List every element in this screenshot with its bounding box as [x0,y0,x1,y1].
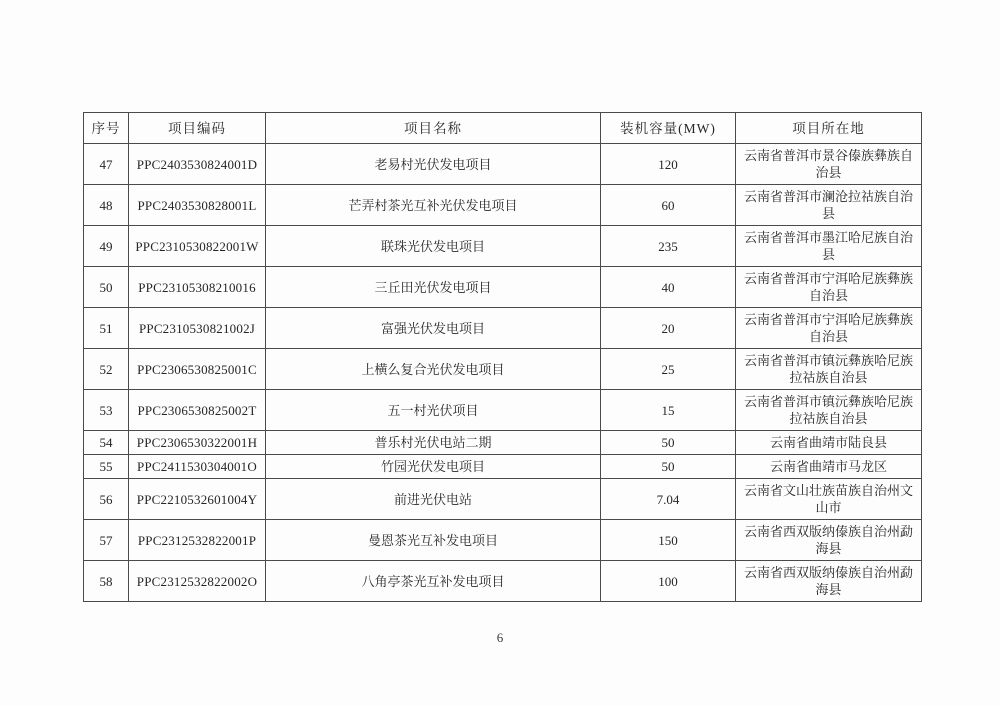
cell-capacity: 100 [601,561,736,602]
cell-index: 57 [84,520,129,561]
cell-name: 上横么复合光伏发电项目 [266,349,601,390]
cell-capacity: 15 [601,390,736,431]
cell-code: PPC2306530322001H [129,431,266,455]
cell-capacity: 60 [601,185,736,226]
cell-location: 云南省普洱市景谷傣族彝族自治县 [736,144,922,185]
header-row [84,113,922,144]
cell-location: 云南省曲靖市陆良县 [736,431,922,455]
header-code: 项目编码 [129,113,266,144]
cell-name: 富强光伏发电项目 [266,308,601,349]
cell-code: PPC23105308210016 [129,267,266,308]
table-body [84,144,922,602]
cell-name: 前进光伏电站 [266,479,601,520]
cell-location: 云南省普洱市宁洱哈尼族彝族自治县 [736,267,922,308]
projects-table [83,112,922,602]
cell-capacity: 150 [601,520,736,561]
cell-code: PPC2210532601004Y [129,479,266,520]
cell-name: 竹园光伏发电项目 [266,455,601,479]
cell-location: 云南省西双版纳傣族自治州勐海县 [736,561,922,602]
cell-capacity: 40 [601,267,736,308]
table-row [84,561,922,602]
cell-index: 52 [84,349,129,390]
cell-code: PPC2403530828001L [129,185,266,226]
cell-location: 云南省文山壮族苗族自治州文山市 [736,479,922,520]
cell-code: PPC2306530825002T [129,390,266,431]
cell-index: 47 [84,144,129,185]
cell-index: 58 [84,561,129,602]
table-row [84,308,922,349]
cell-capacity: 235 [601,226,736,267]
cell-name: 五一村光伏项目 [266,390,601,431]
cell-name: 三丘田光伏发电项目 [266,267,601,308]
table-row [84,431,922,455]
cell-index: 51 [84,308,129,349]
cell-location: 云南省普洱市墨江哈尼族自治县 [736,226,922,267]
cell-index: 53 [84,390,129,431]
cell-capacity: 120 [601,144,736,185]
cell-location: 云南省普洱市镇沅彝族哈尼族拉祜族自治县 [736,390,922,431]
cell-code: PPC2312532822002O [129,561,266,602]
cell-location: 云南省普洱市宁洱哈尼族彝族自治县 [736,308,922,349]
cell-name: 联珠光伏发电项目 [266,226,601,267]
cell-location: 云南省普洱市镇沅彝族哈尼族拉祜族自治县 [736,349,922,390]
cell-index: 54 [84,431,129,455]
cell-code: PPC2310530821002J [129,308,266,349]
cell-name: 曼恩茶光互补发电项目 [266,520,601,561]
cell-code: PPC2310530822001W [129,226,266,267]
cell-index: 56 [84,479,129,520]
cell-index: 55 [84,455,129,479]
cell-code: PPC2403530824001D [129,144,266,185]
table-row [84,349,922,390]
table-row [84,267,922,308]
table-row [84,479,922,520]
cell-index: 48 [84,185,129,226]
cell-name: 普乐村光伏电站二期 [266,431,601,455]
cell-code: PPC2312532822001P [129,520,266,561]
cell-name: 老易村光伏发电项目 [266,144,601,185]
cell-name: 八角亭茶光互补发电项目 [266,561,601,602]
cell-capacity: 50 [601,431,736,455]
cell-capacity: 25 [601,349,736,390]
header-location: 项目所在地 [736,113,922,144]
table-row [84,226,922,267]
page-number: 6 [496,630,504,645]
table-row [84,455,922,479]
cell-location: 云南省西双版纳傣族自治州勐海县 [736,520,922,561]
cell-index: 50 [84,267,129,308]
table-row [84,185,922,226]
table-row [84,390,922,431]
cell-index: 49 [84,226,129,267]
table-row [84,520,922,561]
header-capacity: 装机容量(MW) [601,113,736,144]
header-index: 序号 [84,113,129,144]
cell-code: PPC2411530304001O [129,455,266,479]
cell-capacity: 20 [601,308,736,349]
cell-code: PPC2306530825001C [129,349,266,390]
table-row [84,144,922,185]
cell-location: 云南省曲靖市马龙区 [736,455,922,479]
cell-capacity: 7.04 [601,479,736,520]
header-name: 项目名称 [266,113,601,144]
cell-name: 芒弄村茶光互补光伏发电项目 [266,185,601,226]
cell-location: 云南省普洱市澜沧拉祜族自治县 [736,185,922,226]
cell-capacity: 50 [601,455,736,479]
